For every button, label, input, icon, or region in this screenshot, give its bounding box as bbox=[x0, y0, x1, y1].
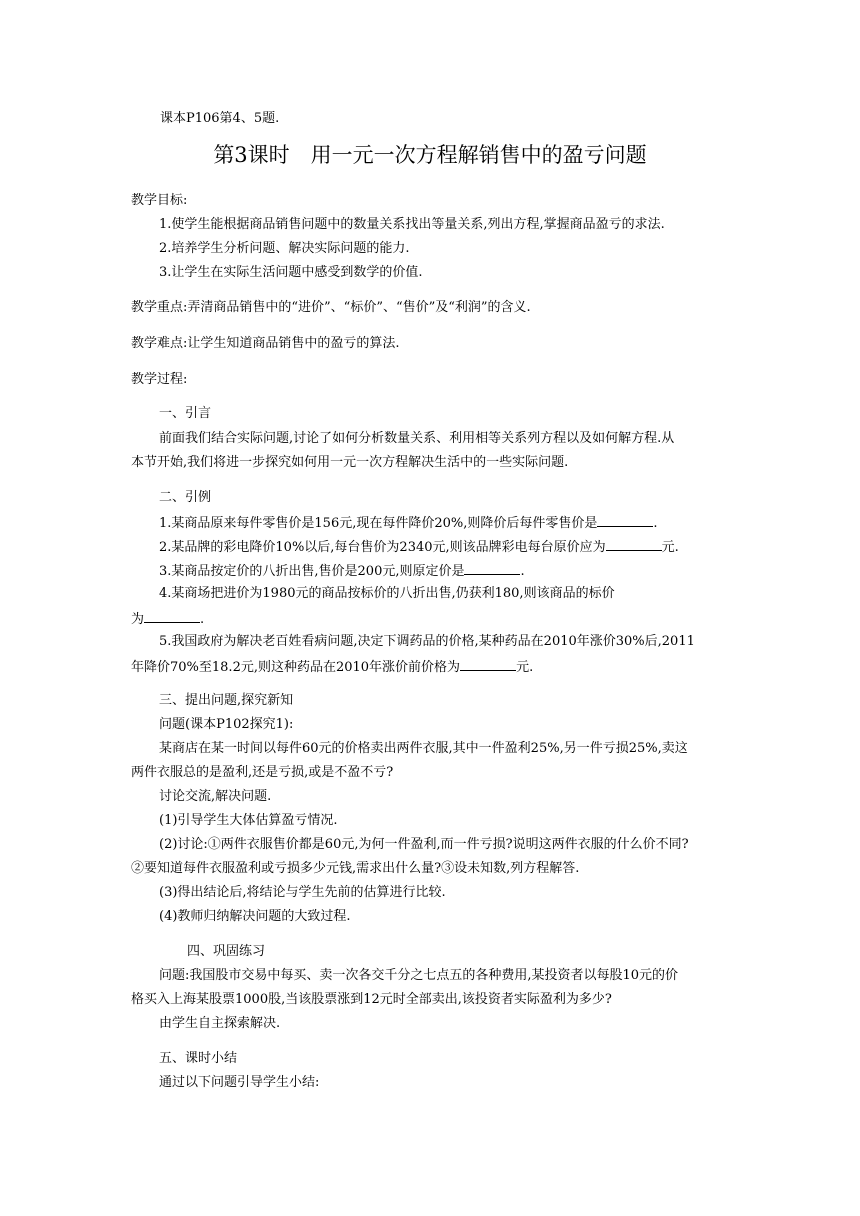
section-2-heading: 二、引例 bbox=[159, 490, 212, 505]
example-3: 3.某商品按定价的八折出售,售价是200元,则原定价是 . bbox=[159, 564, 525, 579]
objective-1: 1.使学生能根据商品销售问题中的数量关系找出等量关系,列出方程,掌握商品盈亏的求法. bbox=[159, 217, 665, 232]
example-2: 2.某品牌的彩电降价10%以后,每台售价为2340元,则该品牌彩电每台原价应为 元. bbox=[159, 540, 679, 555]
practice-line-3: 由学生自主探索解决. bbox=[159, 1016, 281, 1031]
step-3: (3)得出结论后,将结论与学生先前的估算进行比较. bbox=[159, 885, 446, 900]
difficulty: 教学难点:让学生知道商品销售中的盈亏的算法. bbox=[131, 336, 400, 351]
example-5-line-2: 年降价70%至18.2元,则这种药品在2010年涨价前价格为 元. bbox=[131, 660, 534, 675]
intro-line-2: 本节开始,我们将进一步探究如何用一元一次方程解决生活中的一些实际问题. bbox=[131, 455, 569, 470]
objective-3: 3.让学生在实际生活问题中感受到数学的价值. bbox=[159, 265, 423, 280]
example-4-line-2: 为 . bbox=[131, 612, 205, 627]
process-heading: 教学过程: bbox=[131, 372, 188, 387]
section-4-heading: 四、巩固练习 bbox=[187, 944, 266, 959]
objectives-heading: 教学目标: bbox=[131, 193, 188, 208]
answer-blank bbox=[606, 538, 662, 551]
answer-blank bbox=[597, 514, 653, 527]
answer-blank bbox=[464, 562, 520, 575]
practice-line-1: 问题:我国股市交易中每买、卖一次各交千分之七点五的各种费用,某投资者以每股10元的价 bbox=[159, 968, 679, 983]
section-1-heading: 一、引言 bbox=[159, 406, 212, 421]
problem-label: 问题(课本P102探究1): bbox=[159, 717, 294, 732]
intro-line-1: 前面我们结合实际问题,讨论了如何分析数量关系、利用相等关系列方程以及如何解方程.从 bbox=[159, 431, 675, 446]
textbook-reference: 课本P106第4、5题. bbox=[160, 111, 280, 126]
discussion: 讨论交流,解决问题. bbox=[159, 789, 272, 804]
step-1: (1)引导学生大体估算盈亏情况. bbox=[159, 813, 338, 828]
step-2-line-2: ②要知道每件衣服盈利或亏损多少元钱,需求出什么量?③设未知数,列方程解答. bbox=[131, 861, 580, 876]
step-4: (4)教师归纳解决问题的大致过程. bbox=[159, 909, 351, 924]
problem-text-2: 两件衣服总的是盈利,还是亏损,或是不盈不亏? bbox=[131, 765, 394, 780]
section-3-heading: 三、提出问题,探究新知 bbox=[159, 693, 294, 708]
practice-line-2: 格买入上海某股票1000股,当该股票涨到12元时全部卖出,该投资者实际盈利为多少? bbox=[131, 992, 612, 1007]
example-5-line-1: 5.我国政府为解决老百姓看病问题,决定下调药品的价格,某种药品在2010年涨价30%后,2011 bbox=[159, 634, 695, 649]
section-5-heading: 五、课时小结 bbox=[159, 1051, 238, 1066]
example-1: 1.某商品原来每件零售价是156元,现在每件降价20%,则降价后每件零售价是 . bbox=[159, 516, 658, 531]
step-2-line-1: (2)讨论:①两件衣服售价都是60元,为何一件盈利,而一件亏损?说明这两件衣服的什么价不同? bbox=[159, 837, 689, 852]
lesson-title: 第3课时 用一元一次方程解销售中的盈亏问题 bbox=[213, 143, 647, 167]
problem-text-1: 某商店在某一时间以每件60元的价格卖出两件衣服,其中一件盈利25%,另一件亏损25%,卖这 bbox=[159, 741, 688, 756]
example-4-line-1: 4.某商场把进价为1980元的商品按标价的八折出售,仍获利180,则该商品的标价 bbox=[159, 586, 615, 601]
summary-line-1: 通过以下问题引导学生小结: bbox=[159, 1075, 320, 1090]
key-point: 教学重点:弄清商品销售中的“进价”、“标价”、“售价”及“利润”的含义. bbox=[131, 300, 531, 315]
answer-blank bbox=[460, 658, 516, 671]
answer-blank bbox=[144, 610, 200, 623]
objective-2: 2.培养学生分析问题、解决实际问题的能力. bbox=[159, 241, 410, 256]
